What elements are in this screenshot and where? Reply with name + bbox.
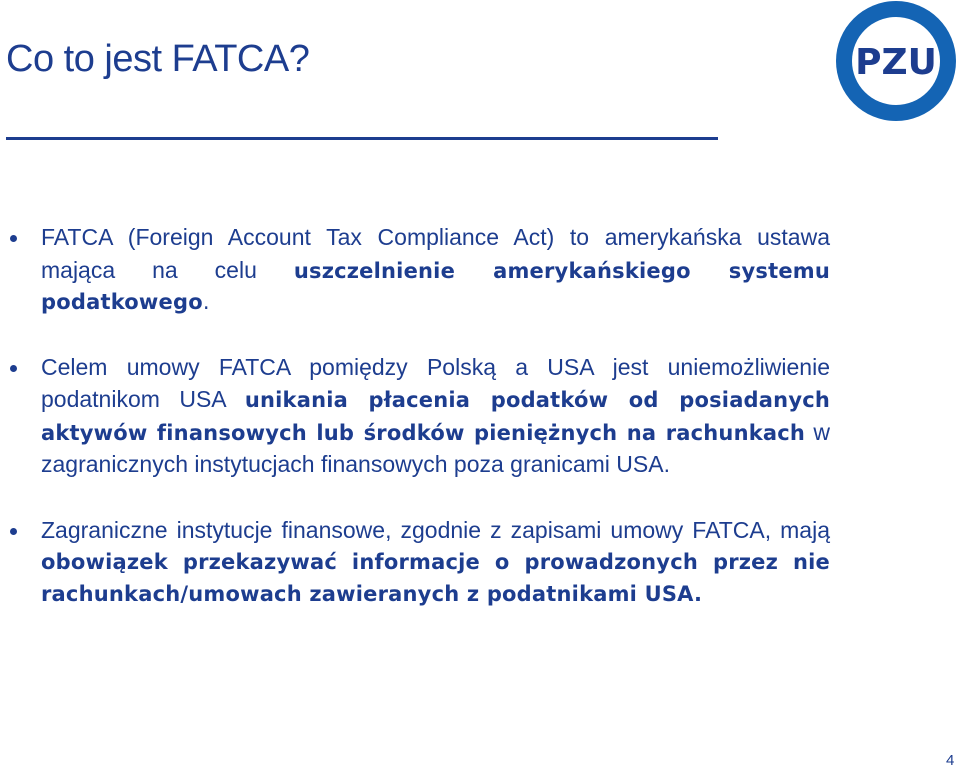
logo-text: PZU [855, 42, 937, 83]
bullet-text-bold: uszczelnienie amerykańskiego systemu podatkowego [41, 258, 830, 314]
bullet-text: FATCA (Foreign Account Tax Compliance Act) to amerykańska ustawa mająca na celu [41, 224, 830, 283]
page-number: 4 [946, 752, 955, 769]
bullet-dot-icon [10, 528, 17, 535]
bullet-text: . [202, 290, 210, 314]
bullet-item [0, 515, 830, 611]
bullet-item [0, 352, 830, 482]
bullet-list [0, 222, 960, 610]
bullet-item [0, 222, 830, 319]
title-underline [6, 137, 718, 140]
bullet-dot-icon [10, 235, 17, 242]
pzu-logo [835, 0, 957, 122]
slide-title: Co to jest FATCA? [6, 38, 310, 80]
bullet-dot-icon [10, 365, 17, 372]
bullet-text: Zagraniczne instytucje finansowe, zgodnie z zapisami umowy FATCA, mają [41, 516, 830, 543]
bullet-text: Celem umowy FATCA pomiędzy Polską a USA jest uniemożliwienie podatnikom USA [41, 353, 830, 412]
bullet-text-bold: unikania płacenia podatków od posiadanych aktywów finansowych lub środków pieniężnych na rachunkach [41, 388, 831, 445]
bullet-text: w zagranicznych instytucjach finansowych poza granicami USA. [41, 418, 831, 477]
bullet-text-bold: obowiązek przekazywać informacje o prowadzonych przez nie rachunkach/umowach zawieranych z podatnikami USA. [41, 550, 830, 606]
